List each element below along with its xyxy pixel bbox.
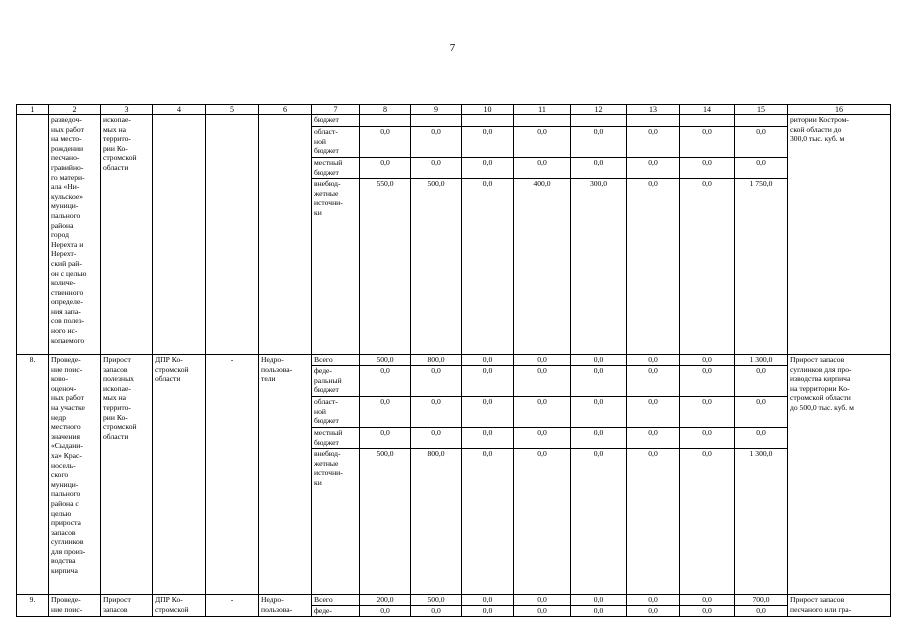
header-row <box>17 105 891 115</box>
block-8-goal: Прирост запасов суглинков для про- изводства кирпича на территории Ко- стромской области до 500,0 тыс. куб. м <box>788 355 891 595</box>
block-8-value: 0,0 <box>680 428 735 449</box>
prev-block-value <box>571 115 627 127</box>
block-9-source: Всего <box>312 595 360 606</box>
prev-block-value: 0,0 <box>411 127 462 158</box>
block-9-executor: ДПР Ко- стромской <box>153 595 206 617</box>
prev-block-value: 500,0 <box>411 179 462 355</box>
prev-block-value: 0,0 <box>411 158 462 179</box>
block-8-value: 0,0 <box>462 449 514 595</box>
prev-block-value <box>462 115 514 127</box>
block-8-source: феде- ральный бюджет <box>312 366 360 397</box>
column-header-15: 15 <box>735 105 788 115</box>
column-header-2: 2 <box>49 105 101 115</box>
prev-block-value: 0,0 <box>735 158 788 179</box>
column-header-7: 7 <box>312 105 360 115</box>
block-8-executor: ДПР Ко- стромской области <box>153 355 206 595</box>
block-8-source: внебюд- жетные источни- ки <box>312 449 360 595</box>
block-9-value: 0,0 <box>571 595 627 606</box>
block-8-value: 0,0 <box>360 366 411 397</box>
block-8-value: 0,0 <box>735 366 788 397</box>
column-header-13: 13 <box>627 105 680 115</box>
block-8-value: 0,0 <box>514 366 571 397</box>
prev-block-value: 0,0 <box>462 127 514 158</box>
block-8-value: 500,0 <box>360 449 411 595</box>
prev-block-value: 0,0 <box>627 127 680 158</box>
prev-block-value <box>680 115 735 127</box>
prev-block-executor <box>153 115 206 355</box>
column-header-9: 9 <box>411 105 462 115</box>
block-9-source: феде- <box>312 606 360 617</box>
prev-block-source: местный бюджет <box>312 158 360 179</box>
block-9-col5: - <box>206 595 259 617</box>
block-8-value: 0,0 <box>571 397 627 428</box>
block-8-value: 0,0 <box>680 355 735 366</box>
page-number: 7 <box>449 42 456 54</box>
block-8-source: Всего <box>312 355 360 366</box>
block-9-value: 0,0 <box>462 595 514 606</box>
block-8-value: 0,0 <box>627 355 680 366</box>
block-8-value: 0,0 <box>514 449 571 595</box>
column-header-11: 11 <box>514 105 571 115</box>
block-8-value: 0,0 <box>462 366 514 397</box>
block-8-value: 0,0 <box>571 428 627 449</box>
block-8-value: 0,0 <box>680 366 735 397</box>
prev-block-value: 0,0 <box>514 158 571 179</box>
block-8-value: 0,0 <box>571 355 627 366</box>
prev-block-value: 0,0 <box>514 127 571 158</box>
column-header-1: 1 <box>17 105 49 115</box>
column-header-14: 14 <box>680 105 735 115</box>
block-8-value: 0,0 <box>680 397 735 428</box>
prev-block-value: 0,0 <box>360 158 411 179</box>
block-8-number: 8. <box>17 355 49 595</box>
block-8-result: Прирост запасов полезных ископае- мых на террито- рии Ко- стромской области <box>101 355 153 595</box>
block-9-value: 0,0 <box>680 606 735 617</box>
prev-block-value: 0,0 <box>571 158 627 179</box>
block-8-value: 0,0 <box>627 366 680 397</box>
block-8-value: 0,0 <box>571 449 627 595</box>
prev-block-value <box>627 115 680 127</box>
block-8-value: 0,0 <box>514 355 571 366</box>
block-9-value: 0,0 <box>514 595 571 606</box>
prev-block-value: 1 750,0 <box>735 179 788 355</box>
prev-block-value: 0,0 <box>627 179 680 355</box>
block-8-value: 0,0 <box>411 428 462 449</box>
block-8-value: 0,0 <box>735 428 788 449</box>
block-8-value: 500,0 <box>360 355 411 366</box>
block-9-object: Проведе- ние поис- <box>49 595 101 617</box>
column-header-12: 12 <box>571 105 627 115</box>
block-8-col6: Недро- пользова- тели <box>259 355 312 595</box>
block-9-value: 0,0 <box>627 606 680 617</box>
prev-block-goal: ритории Костром- ской области до 300,0 тыс. куб. м <box>788 115 891 355</box>
program-table <box>16 104 891 617</box>
column-header-6: 6 <box>259 105 312 115</box>
block-9-col6: Недро- пользова- <box>259 595 312 617</box>
prev-block-source: област- ной бюджет <box>312 127 360 158</box>
prev-block-object: разведоч- ных работ на место- рождении песчано- гравийно- го матери- ала «Ни- кульское» муници- пального района город Нерехта и Нерехт- ский рай- он с целью количе- ственного определе- ния запа- сов полез- ного ис- копаемого <box>49 115 101 355</box>
prev-block-value: 0,0 <box>360 127 411 158</box>
block-8-value: 0,0 <box>360 428 411 449</box>
block-8-value: 0,0 <box>627 397 680 428</box>
prev-block-value: 0,0 <box>571 127 627 158</box>
prev-block-value: 0,0 <box>680 158 735 179</box>
column-header-10: 10 <box>462 105 514 115</box>
prev-block-col6 <box>259 115 312 355</box>
block-8-value: 1 300,0 <box>735 449 788 595</box>
prev-block-value <box>360 115 411 127</box>
prev-block-value: 400,0 <box>514 179 571 355</box>
block-8-source: област- ной бюджет <box>312 397 360 428</box>
prev-block-value: 0,0 <box>680 127 735 158</box>
prev-block-value <box>411 115 462 127</box>
column-header-8: 8 <box>360 105 411 115</box>
block-8-value: 800,0 <box>411 449 462 595</box>
block-9-value: 0,0 <box>680 595 735 606</box>
block-8-value: 0,0 <box>627 449 680 595</box>
prev-block-number <box>17 115 49 355</box>
prev-block-col5 <box>206 115 259 355</box>
block-8-value: 0,0 <box>462 397 514 428</box>
column-header-3: 3 <box>101 105 153 115</box>
block-9-value: 0,0 <box>462 606 514 617</box>
column-header-4: 4 <box>153 105 206 115</box>
prev-block-value: 0,0 <box>680 179 735 355</box>
block-9-value: 0,0 <box>411 606 462 617</box>
block-8-value: 1 300,0 <box>735 355 788 366</box>
block-9-value: 200,0 <box>360 595 411 606</box>
block-8-value: 0,0 <box>735 397 788 428</box>
block-9-value: 0,0 <box>571 606 627 617</box>
prev-block-value: 0,0 <box>462 158 514 179</box>
prev-block-result: ископае- мых на террито- рии Ко- стромской области <box>101 115 153 355</box>
block-9-value: 0,0 <box>735 606 788 617</box>
block-9-value: 500,0 <box>411 595 462 606</box>
block-9-goal: Прирост запасов песчаного или гра- <box>788 595 891 617</box>
prev-block-row <box>17 115 891 127</box>
block-8-value: 0,0 <box>514 397 571 428</box>
block-9-value: 700,0 <box>735 595 788 606</box>
block-9-value: 0,0 <box>514 606 571 617</box>
column-header-16: 16 <box>788 105 891 115</box>
block-9-value: 0,0 <box>360 606 411 617</box>
block-9-value: 0,0 <box>627 595 680 606</box>
block-9-number: 9. <box>17 595 49 617</box>
prev-block-value: 0,0 <box>462 179 514 355</box>
block-8-col5: - <box>206 355 259 595</box>
block-8-value: 0,0 <box>411 366 462 397</box>
prev-block-value <box>514 115 571 127</box>
prev-block-value: 550,0 <box>360 179 411 355</box>
block-8-value: 800,0 <box>411 355 462 366</box>
block-8-source: местный бюджет <box>312 428 360 449</box>
prev-block-source: бюджет <box>312 115 360 127</box>
block-8-value: 0,0 <box>571 366 627 397</box>
prev-block-value: 0,0 <box>627 158 680 179</box>
block-8-value: 0,0 <box>411 397 462 428</box>
block-8-value: 0,0 <box>360 397 411 428</box>
prev-block-value: 300,0 <box>571 179 627 355</box>
prev-block-value <box>735 115 788 127</box>
block-8-value: 0,0 <box>462 428 514 449</box>
column-header-5: 5 <box>206 105 259 115</box>
prev-block-source: внебюд- жетные источни- ки <box>312 179 360 355</box>
block-8-value: 0,0 <box>462 355 514 366</box>
block-8-object: Проведе- ние поис- ково- оценоч- ных работ на участке недр местного значения «Сыдани- ха» Крас- носель- ского муници- пального района с целью прироста запасов суглинков для произ- водства кирпича <box>49 355 101 595</box>
block-8-value: 0,0 <box>680 449 735 595</box>
prev-block-value: 0,0 <box>735 127 788 158</box>
block-8-row <box>17 355 891 366</box>
block-9-result: Прирост запасов <box>101 595 153 617</box>
block-8-value: 0,0 <box>627 428 680 449</box>
block-8-value: 0,0 <box>514 428 571 449</box>
block-9-row <box>17 595 891 606</box>
